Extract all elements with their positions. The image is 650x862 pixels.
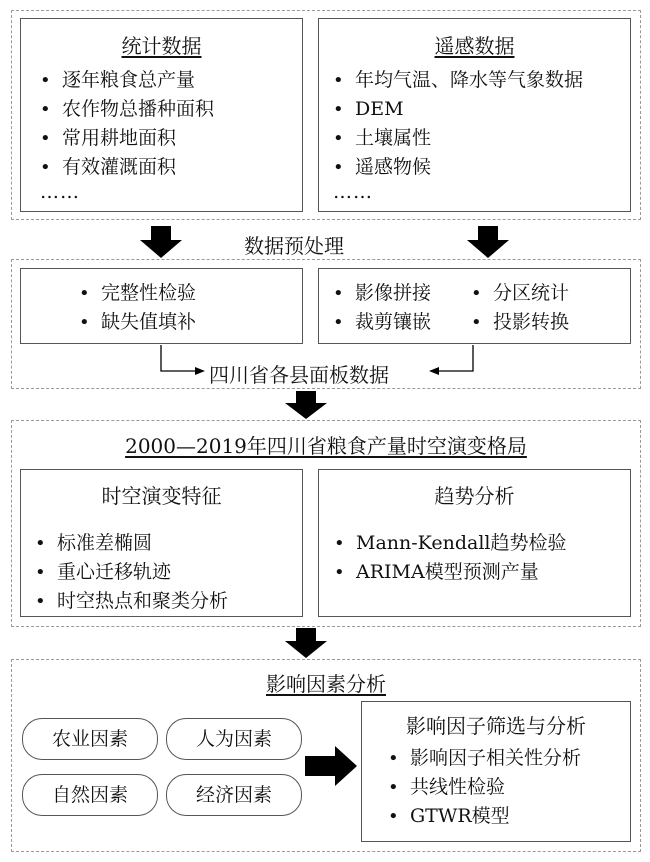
statistics-item: • 常用耕地面积 xyxy=(40,124,302,153)
remote-sensing-ellipsis: …… xyxy=(333,181,373,203)
trend-item: • Mann-Kendall趋势检验 xyxy=(334,529,630,558)
image-processing-item: • 投影转换 xyxy=(471,308,569,337)
screening-item: • 共线性检验 xyxy=(388,773,630,802)
quality-item: • 缺失值填补 xyxy=(79,308,302,337)
data-quality-list xyxy=(79,279,302,337)
down-arrow-icon xyxy=(285,628,327,658)
down-arrow-icon xyxy=(467,226,509,258)
statistics-data-box xyxy=(20,18,303,212)
pattern-title: 2000—2019年四川省粮食产量时空演变格局 xyxy=(125,434,527,458)
remote-sensing-data-box xyxy=(318,18,631,212)
statistics-item: • 农作物总播种面积 xyxy=(40,95,302,124)
natural-factor-pill: 自然因素 xyxy=(22,774,158,816)
image-processing-item: • 裁剪镶嵌 xyxy=(333,308,431,337)
factor-screening-title: 影响因子筛选与分析 xyxy=(406,714,586,738)
agricultural-factor-pill: 农业因素 xyxy=(22,718,158,760)
data-quality-box xyxy=(20,268,303,344)
screening-item: • GTWR模型 xyxy=(388,802,630,831)
economic-factor-pill: 经济因素 xyxy=(166,774,302,816)
remote-sensing-data-list xyxy=(333,66,630,182)
statistics-item: • 逐年粮食总产量 xyxy=(40,66,302,95)
factor-screening-list xyxy=(388,744,630,831)
factor-screening-box xyxy=(361,701,631,842)
trend-analysis-box xyxy=(318,469,631,617)
preprocess-label: 数据预处理 xyxy=(244,234,344,258)
human-factor-pill: 人为因素 xyxy=(166,718,302,760)
down-arrow-icon xyxy=(285,391,327,419)
screening-item: • 影响因子相关性分析 xyxy=(388,744,630,773)
spatiotemporal-features-title: 时空演变特征 xyxy=(101,484,222,508)
trend-analysis-list xyxy=(334,529,630,587)
factors-title: 影响因素分析 xyxy=(266,672,386,696)
image-processing-item: • 分区统计 xyxy=(471,279,569,308)
remote-sensing-data-title: 遥感数据 xyxy=(434,34,515,58)
remote-sensing-item: • DEM xyxy=(333,95,630,124)
image-processing-box xyxy=(318,268,631,344)
right-arrow-icon xyxy=(305,746,357,786)
statistics-ellipsis: …… xyxy=(40,181,80,203)
remote-sensing-item: • 遥感物候 xyxy=(333,153,630,182)
statistics-data-list xyxy=(40,66,302,182)
image-processing-item: • 影像拼接 xyxy=(333,279,431,308)
feature-item: • 重心迁移轨迹 xyxy=(35,558,302,587)
feature-item: • 时空热点和聚类分析 xyxy=(35,587,302,616)
remote-sensing-item: • 土壤属性 xyxy=(333,124,630,153)
remote-sensing-item: • 年均气温、降水等气象数据 xyxy=(333,66,630,95)
statistics-item: • 有效灌溉面积 xyxy=(40,153,302,182)
spatiotemporal-features-list xyxy=(35,529,302,616)
trend-item: • ARIMA模型预测产量 xyxy=(334,558,630,587)
panel-data-label: 四川省各县面板数据 xyxy=(209,363,389,387)
image-processing-list-left xyxy=(333,279,431,337)
statistics-data-title: 统计数据 xyxy=(121,34,202,58)
image-processing-list-right xyxy=(471,279,569,337)
spatiotemporal-features-box xyxy=(20,469,303,617)
feature-item: • 标准差椭圆 xyxy=(35,529,302,558)
trend-analysis-title: 趋势分析 xyxy=(434,484,515,508)
quality-item: • 完整性检验 xyxy=(79,279,302,308)
down-arrow-icon xyxy=(140,226,182,258)
